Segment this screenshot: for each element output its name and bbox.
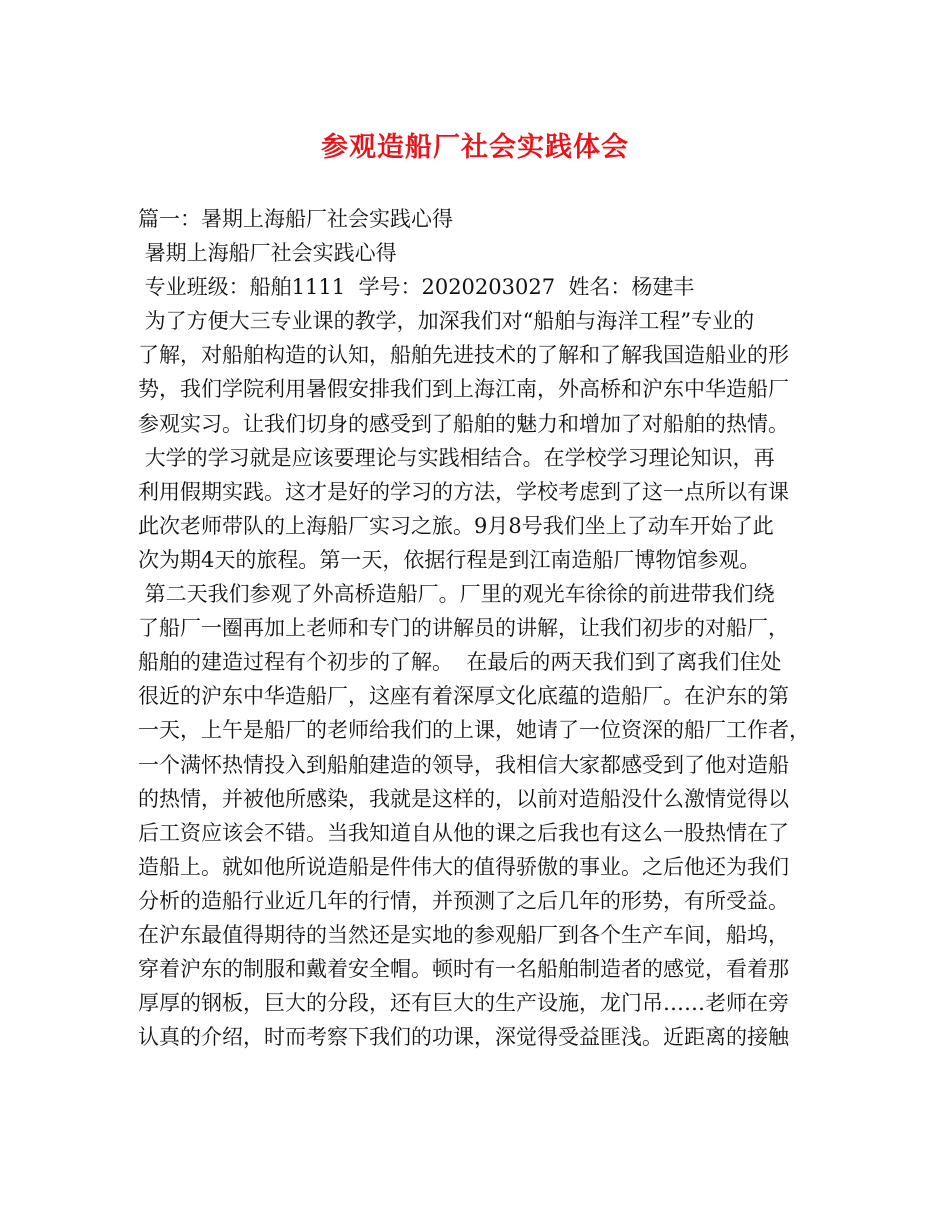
text-line: 此次老师带队的上海船厂实习之旅。9月8号我们坐上了动车开始了此 (138, 513, 774, 538)
text-line: 认真的介绍，时而考察下我们的功课，深觉得受益匪浅。近距离的接触 (138, 1025, 789, 1050)
text-line: 为了方便大三专业课的教学，加深我们对“船舶与海洋工程”专业的 (138, 309, 755, 334)
text-line: 分析的造船行业近几年的行情，并预测了之后几年的形势，有所受益。 (138, 888, 789, 913)
text-line: 第二天我们参观了外高桥造船厂。厂里的观光车徐徐的前进带我们绕 (138, 582, 775, 607)
text-line: 厚厚的钢板，巨大的分段，还有巨大的生产设施，龙门吊……老师在旁 (138, 991, 789, 1016)
text-line: 后工资应该会不错。当我知道自从他的课之后我也有这么一股热情在了 (138, 820, 789, 845)
text-line: 参观实习。让我们切身的感受到了船舶的魅力和增加了对船舶的热情。 (138, 411, 789, 436)
document-body (138, 202, 838, 1054)
text-line: 次为期4天的旅程。第一天，依据行程是到江南造船厂博物馆参观。 (138, 547, 761, 572)
text-line: 利用假期实践。这才是好的学习的方法，学校考虑到了这一点所以有课 (138, 479, 789, 504)
text-line: 一个满怀热情投入到船舶建造的领导，我相信大家都感受到了他对造船 (138, 752, 789, 777)
text-line: 暑期上海船厂社会实践心得 (138, 241, 397, 266)
text-line: 大学的学习就是应该要理论与实践相结合。在学校学习理论知识，再 (138, 445, 775, 470)
text-line: 的热情，并被他所感染，我就是这样的，以前对造船没什么激情觉得以 (138, 786, 789, 811)
text-line: 在沪东最值得期待的当然还是实地的参观船厂到各个生产车间，船坞， (138, 922, 789, 947)
text-line: 专业班级：船舶1111 学号：2020203027 姓名：杨建丰 (138, 275, 695, 300)
text-line: 篇一：暑期上海船厂社会实践心得 (138, 207, 453, 231)
text-line: 势，我们学院利用暑假安排我们到上海江南，外高桥和沪东中华造船厂 (138, 377, 789, 402)
text-line: 很近的沪东中华造船厂，这座有着深厚文化底蕴的造船厂。在沪东的第 (138, 684, 789, 709)
document-title: 参观造船厂社会实践体会 (321, 132, 629, 163)
text-line: 了船厂一圈再加上老师和专门的讲解员的讲解，让我们初步的对船厂， (138, 616, 789, 641)
text-line: 一天，上午是船厂的老师给我们的上课，她请了一位资深的船厂工作者， (138, 718, 810, 743)
text-line: 造船上。就如他所说造船是件伟大的值得骄傲的事业。之后他还为我们 (138, 854, 789, 879)
text-line: 了解，对船舶构造的认知，船舶先进技术的了解和了解我国造船业的形 (138, 343, 789, 368)
text-line: 船舶的建造过程有个初步的了解。 在最后的两天我们到了离我们住处 (138, 650, 782, 675)
text-line: 穿着沪东的制服和戴着安全帽。顿时有一名船舶制造者的感觉，看着那 (138, 957, 789, 982)
